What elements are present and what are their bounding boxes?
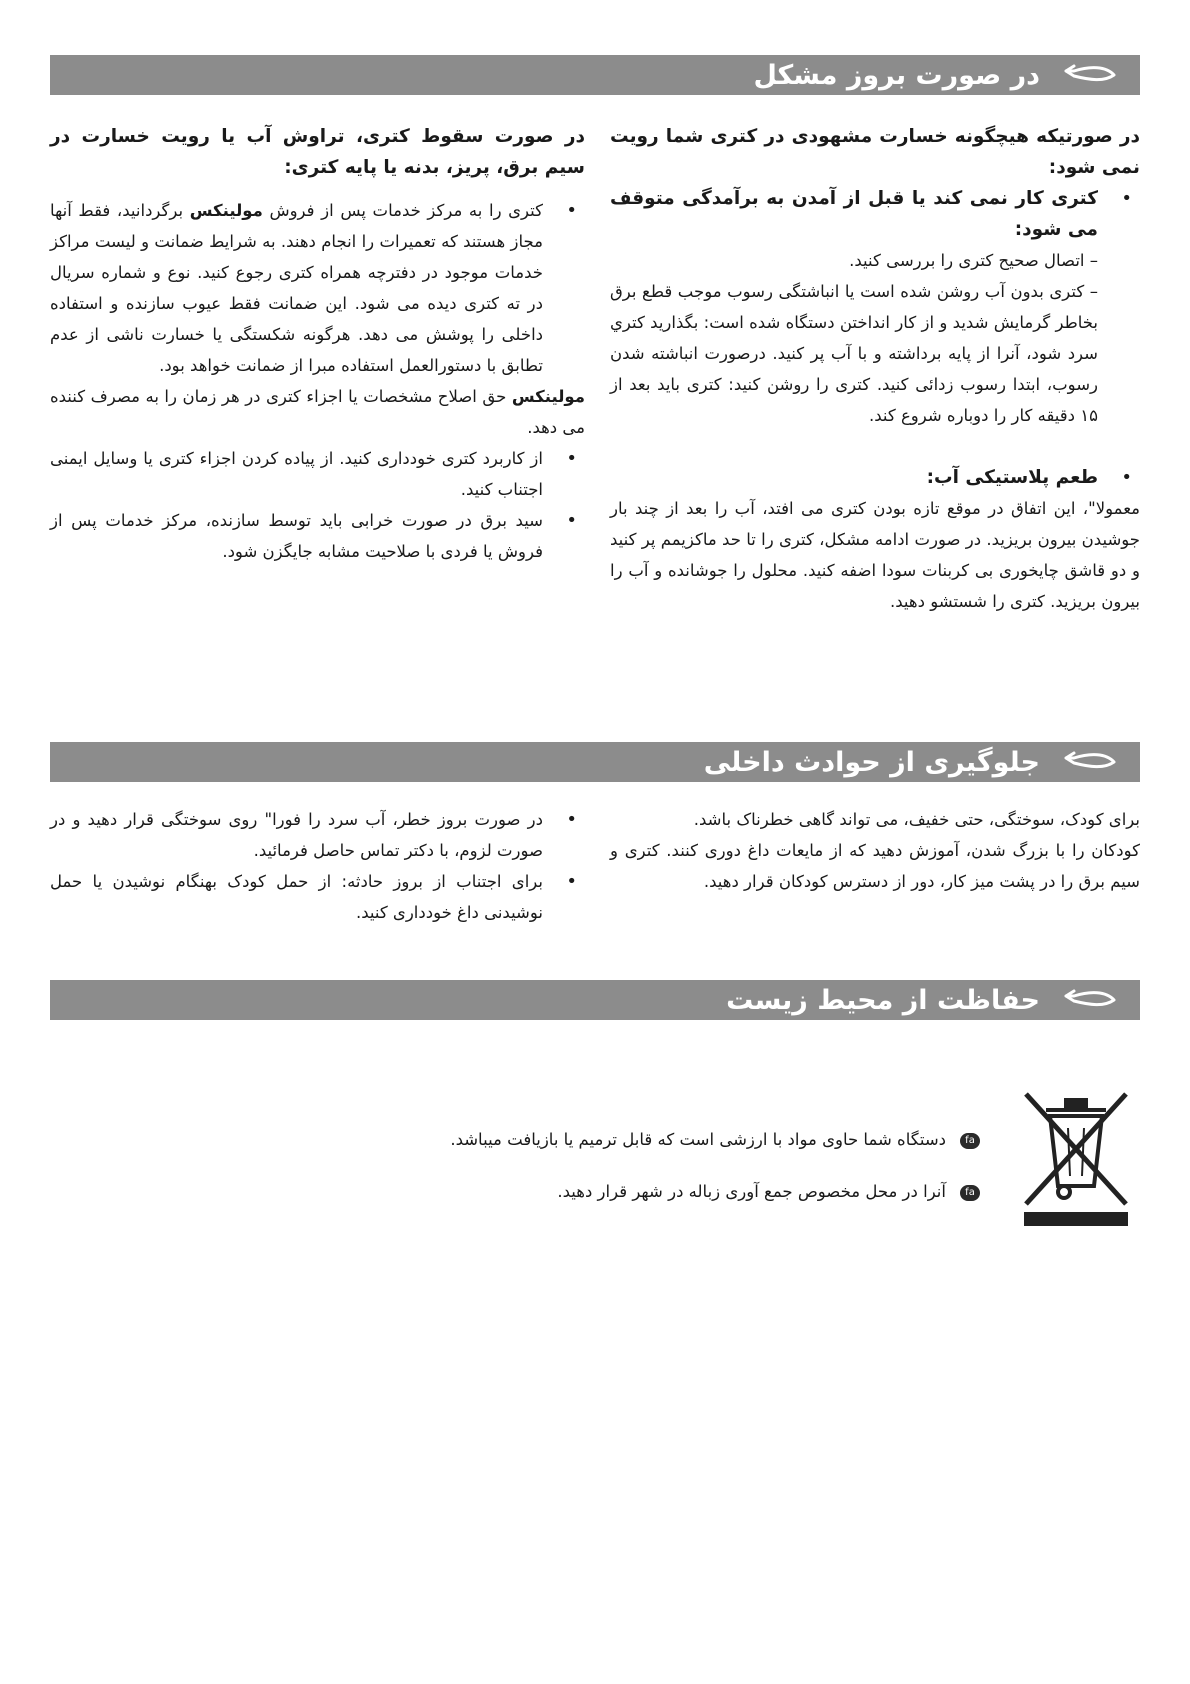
section-title: حفاظت از محیط زیست bbox=[726, 984, 1040, 1016]
list-item bbox=[50, 866, 585, 928]
troubleshooting-left-column bbox=[50, 121, 585, 567]
bullet-heading: • کتری کار نمی کند یا قبل از آمدن به برآمدگی متوقف می شود: bbox=[610, 188, 1098, 240]
language-badge-icon: fa bbox=[960, 1185, 980, 1201]
bullet-text: – اتصال صحیح کتری را بررسی کنید. bbox=[849, 251, 1098, 270]
bullet-text: – کتری بدون آب روشن شده است یا انباشتگی رسوب موجب قطع برق بخاطر گرمایش شدید و از کار انداختن دستگاه شده است: بگذارید کتري سرد شود، آنرا از پایه برداشته و با آب پر کنید. درصورت انباشته شدن رسوب، ابتدا رسوب زدائی کنید. کتری را روشن کنید: کتری باید بعد از ۱۵ دقیقه کار را دوباره شروع کند. bbox=[610, 282, 1098, 425]
brand-name: مولینکس bbox=[511, 387, 585, 406]
brand-name: مولینکس bbox=[189, 201, 263, 220]
intro-heading: در صورتیکه هیچگونه خسارت مشهودی در کتری شما رویت نمی شود: bbox=[610, 126, 1140, 178]
paragraph: برای کودک، سوختگی، حتی خفیف، می تواند گاهی خطرناک باشد. bbox=[693, 810, 1140, 829]
section-header-accident-prevention bbox=[50, 742, 1140, 782]
list-item bbox=[610, 462, 1140, 493]
section-header-troubleshooting bbox=[50, 55, 1140, 95]
crossed-out-bin-icon bbox=[1020, 1088, 1132, 1228]
bullet-text: • کتری را به مرکز خدمات پس از فروش مولینکس برگردانید، فقط آنها مجاز هستند که تعمیرات را انجام دهند. به شرایط ضمانت و لیست مراکز خدمات موجود در دفترچه همراه کتری رجوع کنید. نوع و شماره سریال در ته کتری دیده می شود. این ضمانت فقط عیوب سازنده و استفاده داخلی را پوشش می دهد. هرگونه شکستگی یا خسارت ناشی از عدم تطابق با دستورالعمل استفاده مبرا از ضمانت خواهد بود. bbox=[50, 201, 543, 375]
environment-line-2: faآنرا در محل مخصوص جمع آوری زباله در شهر قرار دهید. bbox=[557, 1180, 980, 1204]
bullet-heading: • طعم پلاستیکی آب: bbox=[926, 467, 1098, 488]
list-item bbox=[50, 195, 585, 381]
intro-heading: در صورت سقوط کتری، تراوش آب یا رویت خسارت در سیم برق، پریز، بدنه یا پایه کتری: bbox=[50, 126, 585, 178]
bullet-text: • از کاربرد کتری خودداری کنید. از پیاده کردن اجزاء کتری یا وسایل ایمنی اجتناب کنید. bbox=[50, 449, 543, 499]
troubleshooting-right-column bbox=[610, 121, 1140, 617]
section-title: جلوگیری از حوادث داخلی bbox=[703, 746, 1040, 778]
list-item bbox=[50, 443, 585, 505]
hand-pointer-icon bbox=[1060, 749, 1118, 775]
list-item bbox=[50, 505, 585, 567]
accident-left-column bbox=[50, 804, 585, 928]
bullet-text: معمولا"، این اتفاق در موقع تازه بودن کتری می افتد، آب را بعد از چند بار جوشیدن بیرون بریزید. در صورت ادامه مشکل، کتری را تا حد ماکزیمم پر کنید و دو قاشق چایخوری بی کربنات سودا اضفه کنید. محلول را جوشانده و آب را بیرون بریزید. کتری را شستشو دهید. bbox=[610, 499, 1140, 611]
language-badge-icon: fa bbox=[960, 1133, 980, 1149]
hand-pointer-icon bbox=[1060, 62, 1118, 88]
bullet-text: مولینکس حق اصلاح مشخصات یا اجزاء کتری در هر زمان را به مصرف کننده می دهد. bbox=[50, 387, 585, 437]
environment-line-1: faدستگاه شما حاوی مواد با ارزشی است که قابل ترمیم یا بازیافت میباشد. bbox=[450, 1128, 980, 1152]
section-header-environment bbox=[50, 980, 1140, 1020]
bullet-text: • سید برق در صورت خرابی باید توسط سازنده، مرکز خدمات پس از فروش یا فردی با صلاحیت مشابه جایگزن شود. bbox=[50, 511, 543, 561]
hand-pointer-icon bbox=[1060, 987, 1118, 1013]
bullet-text: • برای اجتناب از بروز حادثه: از حمل کودک بهنگام نوشیدن یا حمل نوشیدنی داغ خودداری کنید. bbox=[50, 872, 543, 922]
bullet-text: • در صورت بروز خطر، آب سرد را فورا" روی سوختگی قرار دهید و در صورت لزوم، با دکتر تماس حاصل فرمائید. bbox=[50, 810, 543, 860]
list-item bbox=[610, 183, 1140, 431]
paragraph: کودکان را با بزرگ شدن، آموزش دهید که از مایعات داغ دوری کنند. کتری و سیم برق را در پشت میز کار، دور از دسترس کودکان قرار دهید. bbox=[610, 841, 1140, 891]
accident-right-column bbox=[610, 804, 1140, 897]
section-title: در صورت بروز مشکل bbox=[753, 59, 1040, 91]
list-item bbox=[50, 804, 585, 866]
